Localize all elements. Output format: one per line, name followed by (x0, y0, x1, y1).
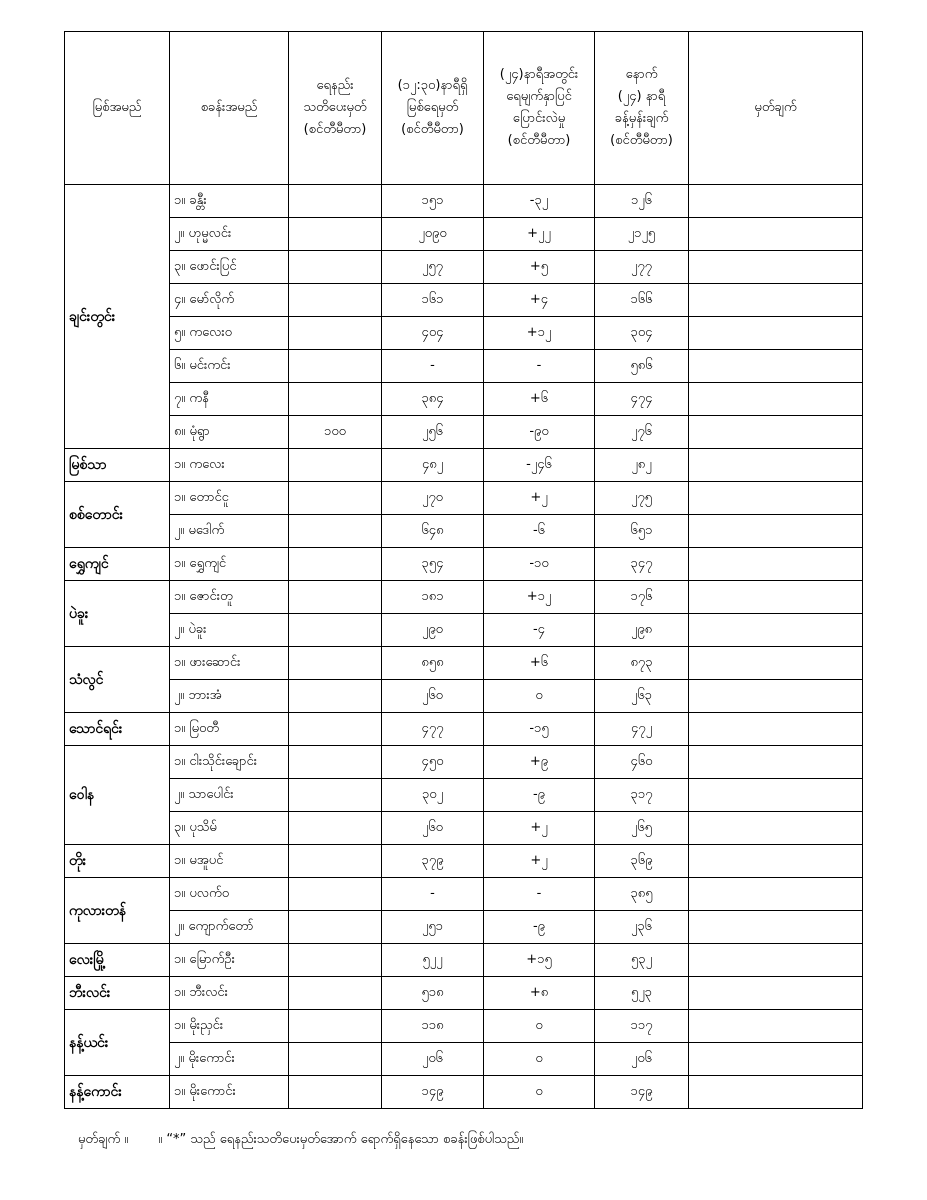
forecast-cell: ၃၄၇ (595, 548, 689, 581)
table-row (65, 416, 863, 449)
remark-cell (689, 911, 863, 944)
station-cell: ၆။ မင်းကင်း (170, 350, 289, 383)
station-cell: ၁။ တောင်ငူ (170, 482, 289, 515)
river-name-cell: လေးမြို့ (65, 944, 170, 977)
forecast-cell: ၃၆၉ (595, 845, 689, 878)
table-row (65, 548, 863, 581)
change-cell: +၂ (484, 482, 595, 515)
water-level-cell: ၂၅၁ (382, 911, 484, 944)
change-cell: -၃၂ (484, 185, 595, 218)
river-name-cell: နန့်ကောင်း (65, 1076, 170, 1109)
change-cell: +၆ (484, 383, 595, 416)
table-row (65, 812, 863, 845)
table-row (65, 383, 863, 416)
table-row (65, 284, 863, 317)
change-cell: +၆ (484, 647, 595, 680)
table-body (65, 185, 863, 1109)
forecast-cell: ၄၆၀ (595, 746, 689, 779)
water-level-cell: ၁၆၁ (382, 284, 484, 317)
change-cell: +၂၂ (484, 218, 595, 251)
table-row (65, 1010, 863, 1043)
remark-cell (689, 878, 863, 911)
table-header-row (65, 32, 863, 185)
river-name-cell: ဘီးလင်း (65, 977, 170, 1010)
change-cell: +၁၅ (484, 944, 595, 977)
remark-cell (689, 944, 863, 977)
remark-cell (689, 515, 863, 548)
table-row (65, 449, 863, 482)
change-cell: +၁၂ (484, 317, 595, 350)
water-level-cell: - (382, 350, 484, 383)
forecast-cell: ၄၇၂ (595, 713, 689, 746)
station-cell: ၂။ မိုးကောင်း (170, 1043, 289, 1076)
change-cell: +၅ (484, 251, 595, 284)
river-name-cell: တိုး (65, 845, 170, 878)
table-row (65, 944, 863, 977)
danger-level-cell (289, 1043, 382, 1076)
table-row (65, 878, 863, 911)
change-cell: -၄ (484, 614, 595, 647)
danger-level-cell (289, 218, 382, 251)
table-row (65, 779, 863, 812)
change-cell: ၀ (484, 680, 595, 713)
station-cell: ၄။ မော်လိုက် (170, 284, 289, 317)
station-cell: ၁။ ဇောင်းတူ (170, 581, 289, 614)
forecast-cell: ၂၇၆ (595, 416, 689, 449)
remark-cell (689, 977, 863, 1010)
water-level-cell: ၂၀၆ (382, 1043, 484, 1076)
water-level-cell: ၁၁၈ (382, 1010, 484, 1043)
change-cell: +၂ (484, 845, 595, 878)
forecast-cell: ၄၇၄ (595, 383, 689, 416)
water-level-cell: ၃၇၉ (382, 845, 484, 878)
water-level-cell: ၄၀၄ (382, 317, 484, 350)
station-cell: ၂။ ဟုမ္မလင်း (170, 218, 289, 251)
footnote (78, 1131, 523, 1150)
table-row (65, 581, 863, 614)
station-cell: ၂။ ဘားအံ (170, 680, 289, 713)
station-cell: ၃။ ဖောင်းပြင် (170, 251, 289, 284)
station-cell: ၁။ မိုးကောင်း (170, 1076, 289, 1109)
table-row (65, 218, 863, 251)
forecast-cell: ၁၂၆ (595, 185, 689, 218)
water-level-cell: ၂၉၀ (382, 614, 484, 647)
header-24h-change: (၂၄)နာရီအတွင်း ရေမျက်နှာပြင် ပြောင်းလဲမှု (စင်တီမီတာ) (484, 32, 595, 185)
remark-cell (689, 1010, 863, 1043)
table-row (65, 845, 863, 878)
change-cell: -၁၅ (484, 713, 595, 746)
station-cell: ၈။ မုံရွာ (170, 416, 289, 449)
water-level-cell: ၅၁၈ (382, 977, 484, 1010)
table-row (65, 713, 863, 746)
remark-cell (689, 713, 863, 746)
danger-level-cell (289, 548, 382, 581)
table-row (65, 746, 863, 779)
danger-level-cell (289, 185, 382, 218)
table-row (65, 977, 863, 1010)
station-cell: ၁။ ပလက်ဝ (170, 878, 289, 911)
header-danger-level: ရေနည်း သတိပေးမှတ် (စင်တီမီတာ) (289, 32, 382, 185)
danger-level-cell (289, 911, 382, 944)
water-level-cell: ၄၇၇ (382, 713, 484, 746)
station-cell: ၂။ ကျောက်တော် (170, 911, 289, 944)
station-cell: ၁။ ငါးသိုင်းချောင်း (170, 746, 289, 779)
change-cell: +၉ (484, 746, 595, 779)
forecast-cell: ၂၈၂ (595, 449, 689, 482)
remark-cell (689, 680, 863, 713)
water-level-cell: ၁၄၉ (382, 1076, 484, 1109)
change-cell: -၂၄၆ (484, 449, 595, 482)
river-name-cell: ဝေါန (65, 746, 170, 845)
danger-level-cell (289, 977, 382, 1010)
forecast-cell: ၁၇၆ (595, 581, 689, 614)
table-row (65, 614, 863, 647)
danger-level-cell (289, 812, 382, 845)
remark-cell (689, 251, 863, 284)
station-cell: ၁။ မိုးညှင်း (170, 1010, 289, 1043)
water-level-cell: ၃၈၄ (382, 383, 484, 416)
table-row (65, 185, 863, 218)
danger-level-cell (289, 647, 382, 680)
table-row (65, 482, 863, 515)
forecast-cell: ၁၄၉ (595, 1076, 689, 1109)
danger-level-cell (289, 746, 382, 779)
remark-cell (689, 482, 863, 515)
station-cell: ၅။ ကလေးဝ (170, 317, 289, 350)
remark-cell (689, 1043, 863, 1076)
change-cell: ၀ (484, 1076, 595, 1109)
table-row (65, 647, 863, 680)
danger-level-cell (289, 350, 382, 383)
change-cell: +၈ (484, 977, 595, 1010)
station-cell: ၇။ ကနီ (170, 383, 289, 416)
danger-level-cell (289, 944, 382, 977)
forecast-cell: ၃၀၄ (595, 317, 689, 350)
water-level-cell: ၂၇၀ (382, 482, 484, 515)
water-level-cell: ၃၅၄ (382, 548, 484, 581)
danger-level-cell (289, 449, 382, 482)
station-cell: ၁။ ကလေး (170, 449, 289, 482)
water-level-cell: ၁၅၁ (382, 185, 484, 218)
remark-cell (689, 845, 863, 878)
danger-level-cell (289, 614, 382, 647)
table-row (65, 911, 863, 944)
station-cell: ၁။ ဘီးလင်း (170, 977, 289, 1010)
river-name-cell: သံလွင် (65, 647, 170, 713)
change-cell: -၁၀ (484, 548, 595, 581)
river-name-cell: ပဲခူး (65, 581, 170, 647)
water-level-cell: ၄၅၀ (382, 746, 484, 779)
water-level-cell: ၁၈၁ (382, 581, 484, 614)
water-level-table (64, 31, 863, 1109)
table-row (65, 1043, 863, 1076)
header-forecast: နောက် (၂၄) နာရီ ခန့်မှန်းချက် (စင်တီမီတာ) (595, 32, 689, 185)
water-level-cell: ၂၆၀ (382, 680, 484, 713)
danger-level-cell (289, 1010, 382, 1043)
forecast-cell: ၂၉၈ (595, 614, 689, 647)
forecast-cell: ၅၃၂ (595, 944, 689, 977)
station-cell: ၁။ မြဝတီ (170, 713, 289, 746)
river-name-cell: စစ်တောင်း (65, 482, 170, 548)
forecast-cell: ၂၀၆ (595, 1043, 689, 1076)
footnote-label: မှတ်ချက် ။ (78, 1132, 129, 1147)
danger-level-cell (289, 680, 382, 713)
danger-level-cell (289, 251, 382, 284)
header-remark: မှတ်ချက် (689, 32, 863, 185)
remark-cell (689, 218, 863, 251)
water-level-cell: ၈၅၈ (382, 647, 484, 680)
danger-level-cell (289, 317, 382, 350)
header-station: စခန်းအမည် (170, 32, 289, 185)
remark-cell (689, 746, 863, 779)
header-river: မြစ်အမည် (65, 32, 170, 185)
table-row (65, 515, 863, 548)
change-cell: -၉ (484, 779, 595, 812)
footnote-text: ။ “*” သည် ရေနည်းသတိပေးမှတ်အောက် ရောက်ရှိနေသော စခန်းဖြစ်ပါသည်။ (158, 1132, 524, 1147)
station-cell: ၁။ ဖားဆောင်း (170, 647, 289, 680)
remark-cell (689, 383, 863, 416)
water-level-cell: ၂၅၆ (382, 416, 484, 449)
remark-cell (689, 779, 863, 812)
station-cell: ၂။ မဒေါက် (170, 515, 289, 548)
forecast-cell: ၃၁၇ (595, 779, 689, 812)
danger-level-cell (289, 482, 382, 515)
header-current-level: (၁၂:၃၀)နာရီရှိ မြစ်ရေမှတ် (စင်တီမီတာ) (382, 32, 484, 185)
water-level-cell: ၂၆၀ (382, 812, 484, 845)
danger-level-cell (289, 1076, 382, 1109)
danger-level-cell (289, 878, 382, 911)
forecast-cell: ၂၇၇ (595, 251, 689, 284)
station-cell: ၂။ ပဲခူး (170, 614, 289, 647)
danger-level-cell (289, 284, 382, 317)
remark-cell (689, 317, 863, 350)
forecast-cell: ၆၅၁ (595, 515, 689, 548)
river-name-cell: ရွှေကျင် (65, 548, 170, 581)
table-row (65, 317, 863, 350)
river-name-cell: ချင်းတွင်း (65, 185, 170, 449)
river-name-cell: မြစ်သာ (65, 449, 170, 482)
danger-level-cell (289, 779, 382, 812)
forecast-cell: ၅၈၆ (595, 350, 689, 383)
change-cell: - (484, 350, 595, 383)
danger-level-cell (289, 383, 382, 416)
water-level-table-container (64, 31, 862, 1109)
forecast-cell: ၅၂၃ (595, 977, 689, 1010)
remark-cell (689, 284, 863, 317)
table-row (65, 1076, 863, 1109)
remark-cell (689, 1076, 863, 1109)
water-level-cell: - (382, 878, 484, 911)
station-cell: ၁။ ခန္တီး (170, 185, 289, 218)
station-cell: ၃။ ပုသိမ် (170, 812, 289, 845)
danger-level-cell (289, 713, 382, 746)
forecast-cell: ၂၆၅ (595, 812, 689, 845)
remark-cell (689, 614, 863, 647)
forecast-cell: ၂၁၂၅ (595, 218, 689, 251)
danger-level-cell: ၁၀၀ (289, 416, 382, 449)
river-name-cell: နန့်ယင်း (65, 1010, 170, 1076)
river-name-cell: ကုလားတန် (65, 878, 170, 944)
remark-cell (689, 581, 863, 614)
remark-cell (689, 416, 863, 449)
forecast-cell: ၈၇၃ (595, 647, 689, 680)
station-cell: ၁။ ရွှေကျင် (170, 548, 289, 581)
change-cell: +၁၂ (484, 581, 595, 614)
water-level-cell: ၄၈၂ (382, 449, 484, 482)
danger-level-cell (289, 845, 382, 878)
station-cell: ၁။ မအူပင် (170, 845, 289, 878)
station-cell: ၁။ မြောက်ဦး (170, 944, 289, 977)
remark-cell (689, 185, 863, 218)
water-level-cell: ၃၀၂ (382, 779, 484, 812)
water-level-cell: ၂၅၇ (382, 251, 484, 284)
change-cell: -၉၀ (484, 416, 595, 449)
forecast-cell: ၁၁၇ (595, 1010, 689, 1043)
river-name-cell: သောင်ရင်း (65, 713, 170, 746)
change-cell: ၀ (484, 1010, 595, 1043)
station-cell: ၂။ သာပေါင်း (170, 779, 289, 812)
forecast-cell: ၂၆၃ (595, 680, 689, 713)
change-cell: ၀ (484, 1043, 595, 1076)
table-row (65, 680, 863, 713)
change-cell: +၄ (484, 284, 595, 317)
change-cell: -၉ (484, 911, 595, 944)
remark-cell (689, 647, 863, 680)
remark-cell (689, 812, 863, 845)
remark-cell (689, 350, 863, 383)
change-cell: - (484, 878, 595, 911)
remark-cell (689, 449, 863, 482)
table-row (65, 350, 863, 383)
water-level-cell: ၅၂၂ (382, 944, 484, 977)
forecast-cell: ၁၆၆ (595, 284, 689, 317)
forecast-cell: ၂၇၅ (595, 482, 689, 515)
water-level-cell: ၆၄၈ (382, 515, 484, 548)
remark-cell (689, 548, 863, 581)
change-cell: -၆ (484, 515, 595, 548)
change-cell: +၂ (484, 812, 595, 845)
forecast-cell: ၃၈၅ (595, 878, 689, 911)
table-row (65, 251, 863, 284)
water-level-cell: ၂၀၉၀ (382, 218, 484, 251)
danger-level-cell (289, 581, 382, 614)
forecast-cell: ၂၃၆ (595, 911, 689, 944)
danger-level-cell (289, 515, 382, 548)
